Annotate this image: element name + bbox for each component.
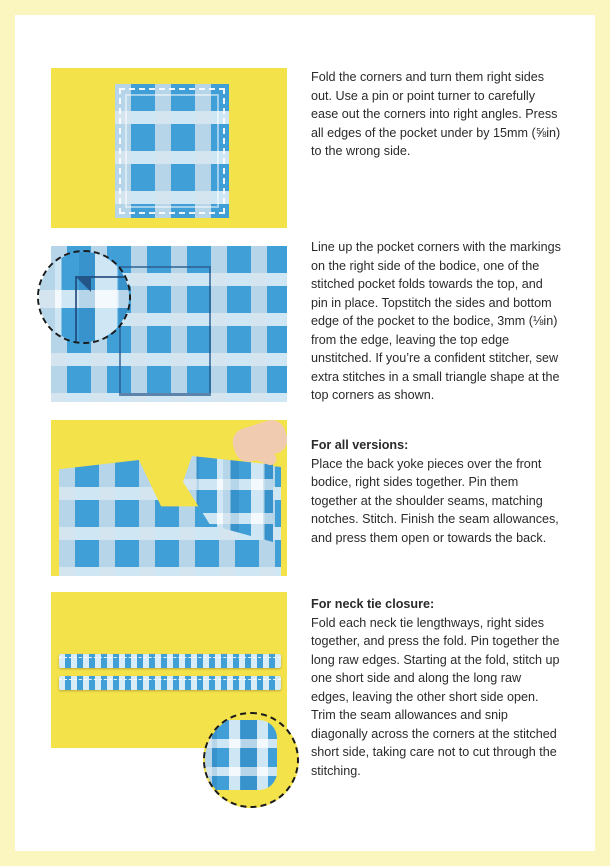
tie-corner-zoom-circle bbox=[203, 712, 299, 808]
step-4-text bbox=[311, 595, 561, 780]
step-3-text bbox=[311, 436, 561, 547]
pocket-outline bbox=[119, 266, 211, 396]
step-4-heading: For neck tie closure: bbox=[311, 597, 435, 611]
bodice-pocket-photo bbox=[51, 246, 287, 402]
step-1-body: Fold the corners and turn them right sides out. Use a pin or point turner to carefully ease out the corners into right angles. Press all edges of the pocket under by 15mm (⅝in) to the wrong side. bbox=[311, 70, 561, 158]
pocket-photo bbox=[51, 68, 287, 228]
step-3-body: Place the back yoke pieces over the front bodice, right sides together. Pin them together at the shoulder seams, matching notches. Stitch. Finish the seam allowances, and press them open or towards the back. bbox=[311, 456, 559, 545]
step-2-body: Line up the pocket corners with the markings on the right side of the bodice, one of the stitched pocket folds towards the top, and pin in place. Topstitch the sides and bottom edge of the pocket to the bodice, 3mm (⅛in) from the edge, leaving the top edge unstitched. If you’re a confident stitcher, sew extra stitches in a small triangle shape at the top corners as shown. bbox=[311, 240, 561, 402]
step-2-text bbox=[311, 238, 561, 405]
step-3 bbox=[51, 420, 559, 580]
neck-tie-strip-bottom bbox=[59, 676, 281, 690]
step-1-text bbox=[311, 68, 561, 161]
step-4-body: Fold each neck tie lengthways, right sides together, and press the fold. Pin together the long raw edges. Starting at the fold, stitch up one short side and along the long raw edges, leaving the other short side open. Trim the seam allowances and snip diagonally across the corners at the stitched short side, taking care not to cut through the stitching. bbox=[311, 615, 560, 778]
step-2 bbox=[51, 224, 559, 424]
corner-zoom-circle bbox=[37, 250, 131, 344]
step-3-heading: For all versions: bbox=[311, 438, 409, 452]
instruction-page bbox=[15, 15, 595, 851]
neck-tie-strip-top bbox=[59, 654, 281, 668]
pocket-fold-edge bbox=[125, 94, 219, 208]
step-1 bbox=[51, 68, 559, 228]
pocket-corner-edge bbox=[75, 276, 131, 344]
yoke-photo bbox=[51, 420, 287, 576]
step-4 bbox=[51, 592, 559, 802]
neck-tie-photo bbox=[51, 592, 287, 748]
